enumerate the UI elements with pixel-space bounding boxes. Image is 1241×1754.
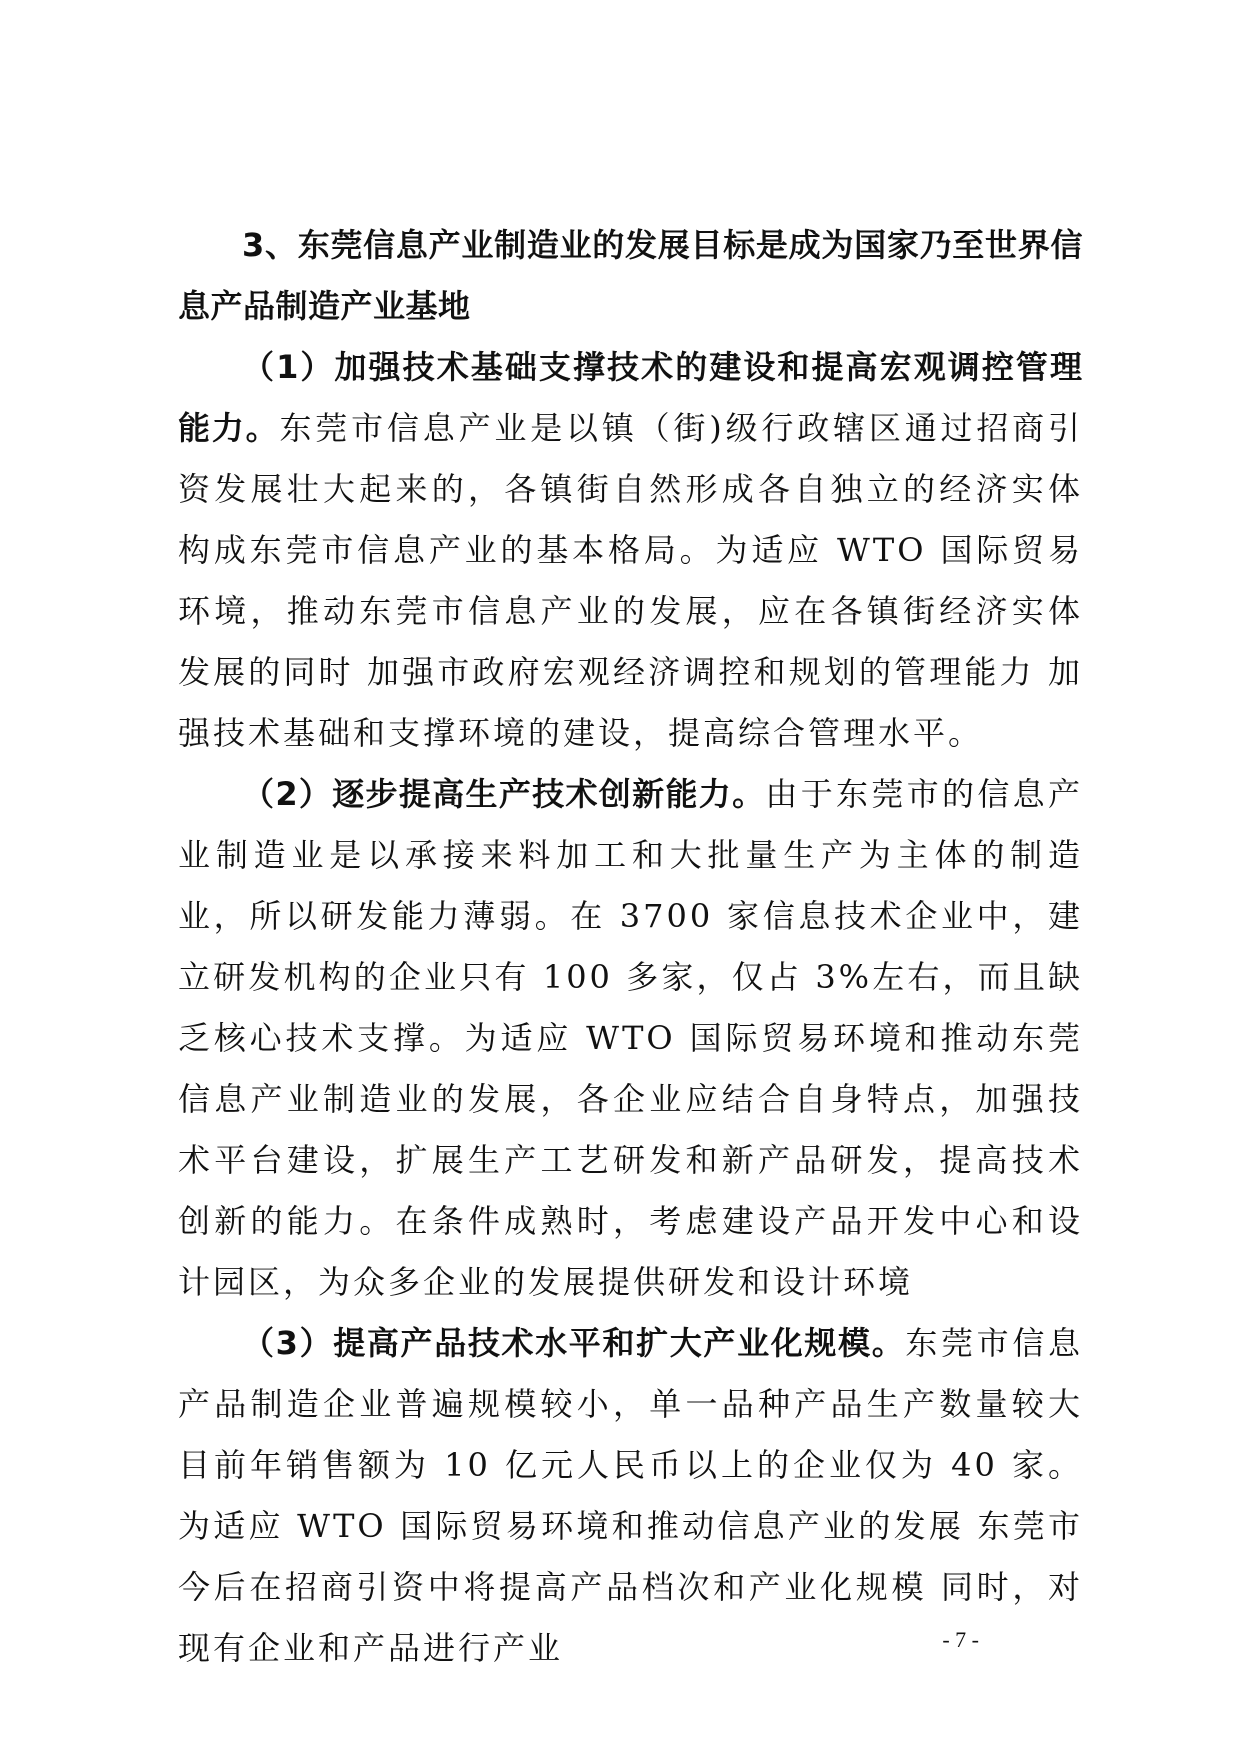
- paragraph-3-lead: （3）提高产品技术水平和扩大产业化规模。: [242, 1324, 906, 1362]
- page-number: - 7 -: [942, 1627, 979, 1652]
- paragraph-1-text: 东莞市信息产业是以镇（街)级行政辖区通过招商引资发展壮大起来的，各镇街自然形成各自独立的经济实体 构成东莞市信息产业的基本格局。为适应 WTO 国际贸易环境，推动东莞市信息产业的发展，应在各镇街经济实体发展的同时 加强市政府宏观经济调控和规划的管理能力 加强技术基础和支撑环境的建设，提高综合管理水平。: [178, 409, 1083, 752]
- paragraph-3-text: 东莞市信息产品制造企业普遍规模较小，单一品种产品生产数量较大 目前年销售额为 10 亿元人民币以上的企业仅为 40 家。为适应 WTO 国际贸易环境和推动信息产业的发展 东莞市今后在招商引资中将提高产品档次和产业化规模 同时，对现有企业和产品进行产业: [178, 1324, 1083, 1667]
- page-number-row: [0, 1627, 1241, 1653]
- paragraph-2-lead: （2）逐步提高生产技术创新能力。: [242, 775, 766, 813]
- paragraph-1-lead: （1）加强技术基础支撑技术的建设和提高宏观调控管理能力。: [178, 348, 1083, 447]
- paragraph-2-text: 由于东莞市的信息产业制造业是以承接来料加工和大批量生产为主体的制造业，所以研发能力薄弱。在 3700 家信息技术企业中，建立研发机构的企业只有 100 多家，仅占 3%左右，而且缺乏核心技术支撑。为适应 WTO 国际贸易环境和推动东莞信息产业制造业的发展，各企业应结合自身特点，加强技术平台建设，扩展生产工艺研发和新产品研发，提高技术创新的能力。在条件成熟时，考虑建设产品开发中心和设计园区，为众多企业的发展提供研发和设计环境: [178, 775, 1083, 1301]
- paragraph-1: [178, 337, 1083, 764]
- page-body: [178, 215, 1083, 1679]
- paragraph-2: [178, 764, 1083, 1313]
- paragraph-3: [178, 1313, 1083, 1679]
- section-heading: 3、东莞信息产业制造业的发展目标是成为国家乃至世界信息产品制造产业基地: [178, 226, 1083, 325]
